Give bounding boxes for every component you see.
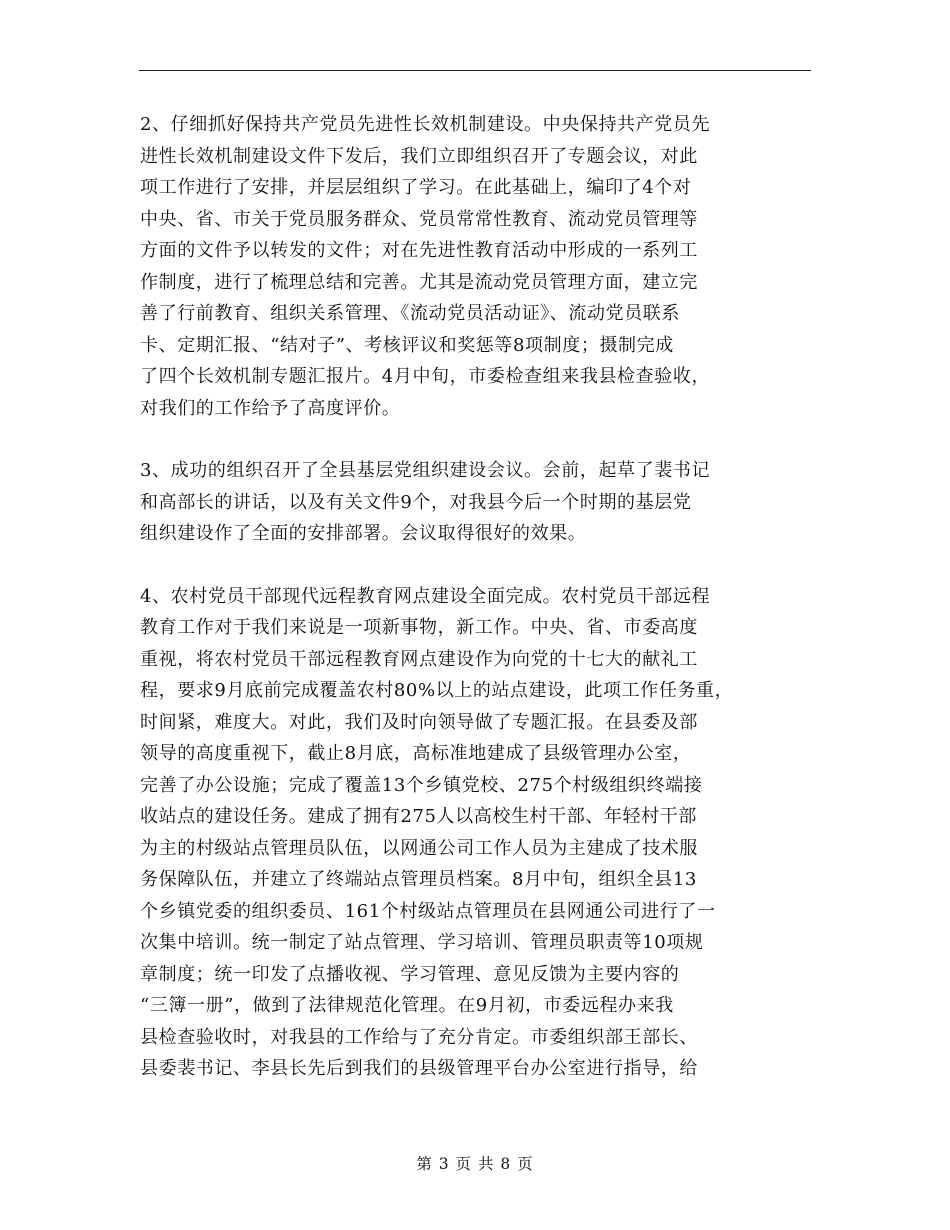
text-line: 县检查验收时，对我县的工作给与了充分肯定。市委组织部王部长、 — [140, 1026, 698, 1048]
text-line: 方面的文件予以转发的文件；对在先进性教育活动中形成的一系列工 — [140, 240, 698, 261]
text-line: 和高部长的讲话，以及有关文件9个，对我县今后一个时期的基层党 — [140, 491, 692, 513]
text-line: 中央、省、市关于党员服务群众、党员常常性教育、流动党员管理等 — [140, 208, 698, 230]
text-line: 领导的高度重视下，截止8月底，高标准地建成了县级管理办公室， — [140, 743, 692, 764]
text-line: 进性长效机制建设文件下发后，我们立即组织召开了专题会议，对此 — [140, 145, 698, 167]
text-line: 作制度，进行了梳理总结和完善。尤其是流动党员管理方面，建立完 — [140, 271, 698, 293]
text-line: 组织建设作了全面的安排部署。会议取得很好的效果。 — [140, 523, 587, 544]
paragraph-4 — [140, 581, 830, 1085]
text-line: 项工作进行了安排，并层层组织了学习。在此基础上，编印了4个对 — [140, 177, 692, 198]
text-line: 重视，将农村党员干部远程教育网点建设作为向党的十七大的献礼工 — [140, 648, 698, 670]
text-line: 善了行前教育、组织关系管理、《流动党员活动证》、流动党员联系 — [140, 303, 680, 324]
text-line: 程，要求9月底前完成覆盖农村80%以上的站点建设，此项工作任务重， — [140, 680, 734, 701]
text-line: 县委裴书记、李县长先后到我们的县级管理平台办公室进行指导，给 — [140, 1058, 698, 1079]
text-line: 卡、定期汇报、“结对子”、考核评议和奖惩等8项制度；摄制完成 — [140, 334, 674, 356]
text-line: 4、农村党员干部现代远程教育网点建设全面完成。农村党员干部远程 — [140, 585, 711, 607]
text-line: 时间紧，难度大。对此，我们及时向领导做了专题汇报。在县委及部 — [140, 711, 698, 733]
page-footer: 第 3 页 共 8 页 — [416, 1155, 534, 1173]
text-line: 完善了办公设施；完成了覆盖13个乡镇党校、275个村级组织终端接 — [140, 774, 703, 796]
text-line: 3、成功的组织召开了全县基层党组织建设会议。会前，起草了裴书记 — [140, 460, 711, 481]
body-text — [140, 109, 830, 1116]
text-line: 为主的村级站点管理员队伍，以网通公司工作人员为主建成了技术服 — [140, 837, 698, 859]
text-line: 务保障队伍，并建立了终端站点管理员档案。8月中旬，组织全县13 — [140, 869, 697, 890]
text-line: 章制度；统一印发了点播收视、学习管理、意见反馈为主要内容的 — [140, 963, 680, 985]
text-line: 教育工作对于我们来说是一项新事物，新工作。中央、省、市委高度 — [140, 617, 698, 638]
text-line: 了四个长效机制专题汇报片。4月中旬，市委检查组来我县检查验收， — [140, 366, 711, 387]
text-line: “三簿一册”，做到了法律规范化管理。在9月初，市委远程办来我 — [140, 995, 674, 1016]
text-line: 次集中培训。统一制定了站点管理、学习培训、管理员职责等10项规 — [140, 932, 704, 953]
header-rule — [139, 70, 811, 71]
text-line: 收站点的建设任务。建成了拥有275人以高校生村干部、年轻村干部 — [140, 806, 697, 827]
text-line: 对我们的工作给予了高度评价。 — [140, 397, 401, 419]
paragraph-2 — [140, 109, 830, 424]
text-line: 个乡镇党委的组织委员、161个村级站点管理员在县网通公司进行了一 — [140, 900, 716, 922]
paragraph-3 — [140, 455, 830, 550]
text-line: 2、仔细抓好保持共产党员先进性长效机制建设。中央保持共产党员先 — [140, 114, 711, 135]
